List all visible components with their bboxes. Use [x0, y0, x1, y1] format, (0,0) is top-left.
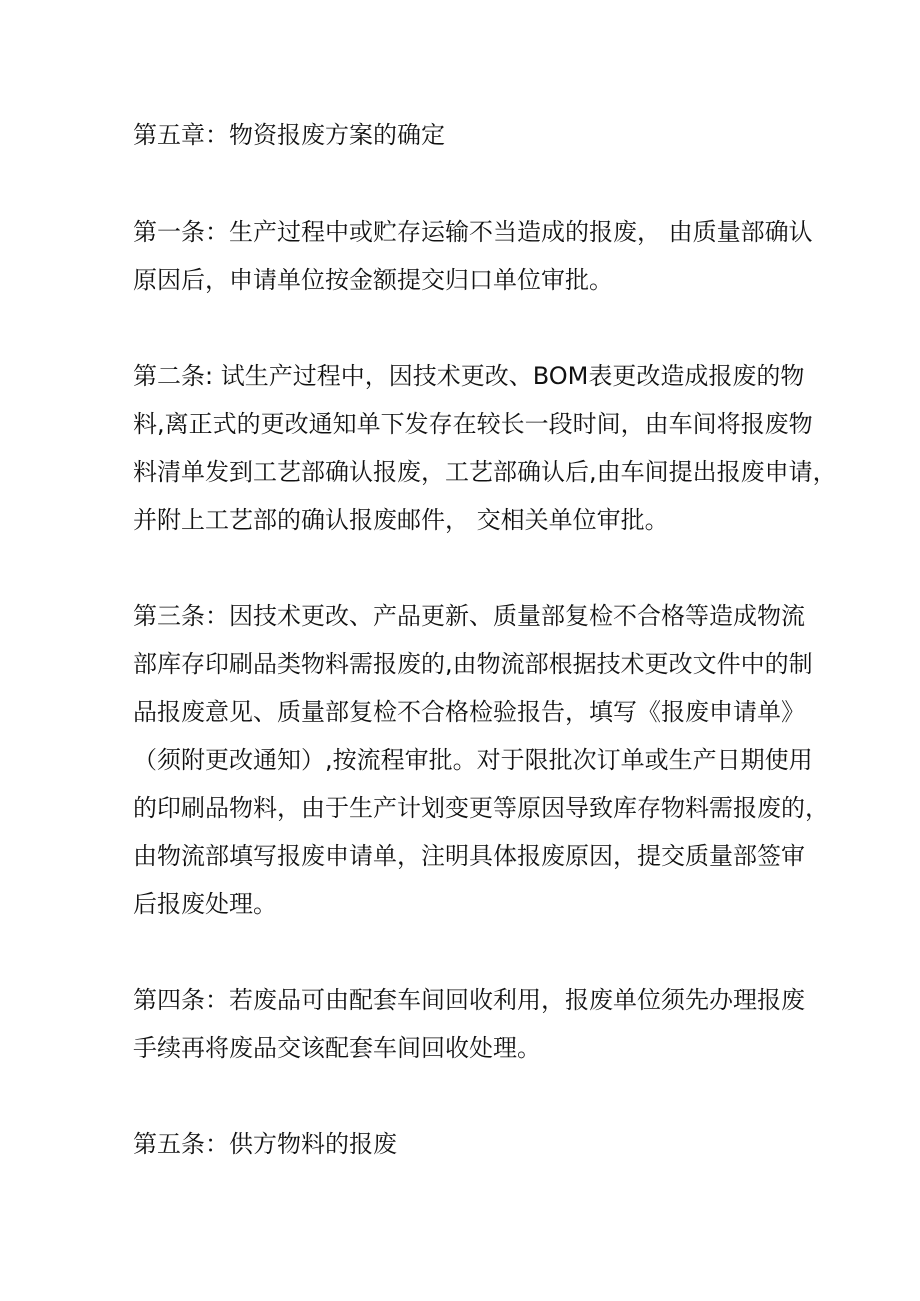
article-line: （须附更改通知）,按流程审批。对于限批次订单或生产日期使用 [133, 746, 813, 774]
article-line: 原因后，申请单位按金额提交归口单位审批。 [133, 266, 613, 294]
article-line: 后报废处理。 [133, 890, 277, 918]
article-line: 的印刷品物料，由于生产计划变更等原因导致库存物料需报废的， [133, 794, 829, 822]
article-line: 料,离正式的更改通知单下发存在较长一段时间，由车间将报废物 [133, 410, 813, 438]
article-line: 第三条：因技术更改、产品更新、质量部复检不合格等造成物流 [133, 602, 805, 630]
article-4 [133, 976, 805, 1072]
article-line: 手续再将废品交该配套车间回收处理。 [133, 1034, 541, 1062]
chapter-title: 第五章：物资报废方案的确定 [133, 121, 445, 149]
article-5 [133, 1120, 799, 1168]
article-3 [133, 592, 829, 928]
article-line: 第四条：若废品可由配套车间回收利用，报废单位须先办理报废 [133, 986, 805, 1014]
article-line: 部库存印刷品类物料需报废的,由物流部根据技术更改文件中的制 [133, 650, 813, 678]
article-2 [133, 352, 837, 544]
article-line: 料清单发到工艺部确认报废，工艺部确认后,由车间提出报废申请， [133, 458, 837, 486]
article-line: 第五条：供方物料的报废 [133, 1130, 397, 1158]
article-line: 由物流部填写报废申请单，注明具体报废原因，提交质量部签审 [133, 842, 805, 870]
article-1 [133, 208, 813, 304]
article-line: 第二条: 试生产过程中，因技术更改、BOM表更改造成报废的物 [133, 362, 805, 390]
article-line: 第一条：生产过程中或贮存运输不当造成的报废， 由质量部确认 [133, 218, 813, 246]
article-line: 并附上工艺部的确认报废邮件， 交相关单位审批。 [133, 506, 669, 534]
article-line: 品报废意见、质量部复检不合格检验报告，填写《报废申请单》 [133, 698, 805, 726]
